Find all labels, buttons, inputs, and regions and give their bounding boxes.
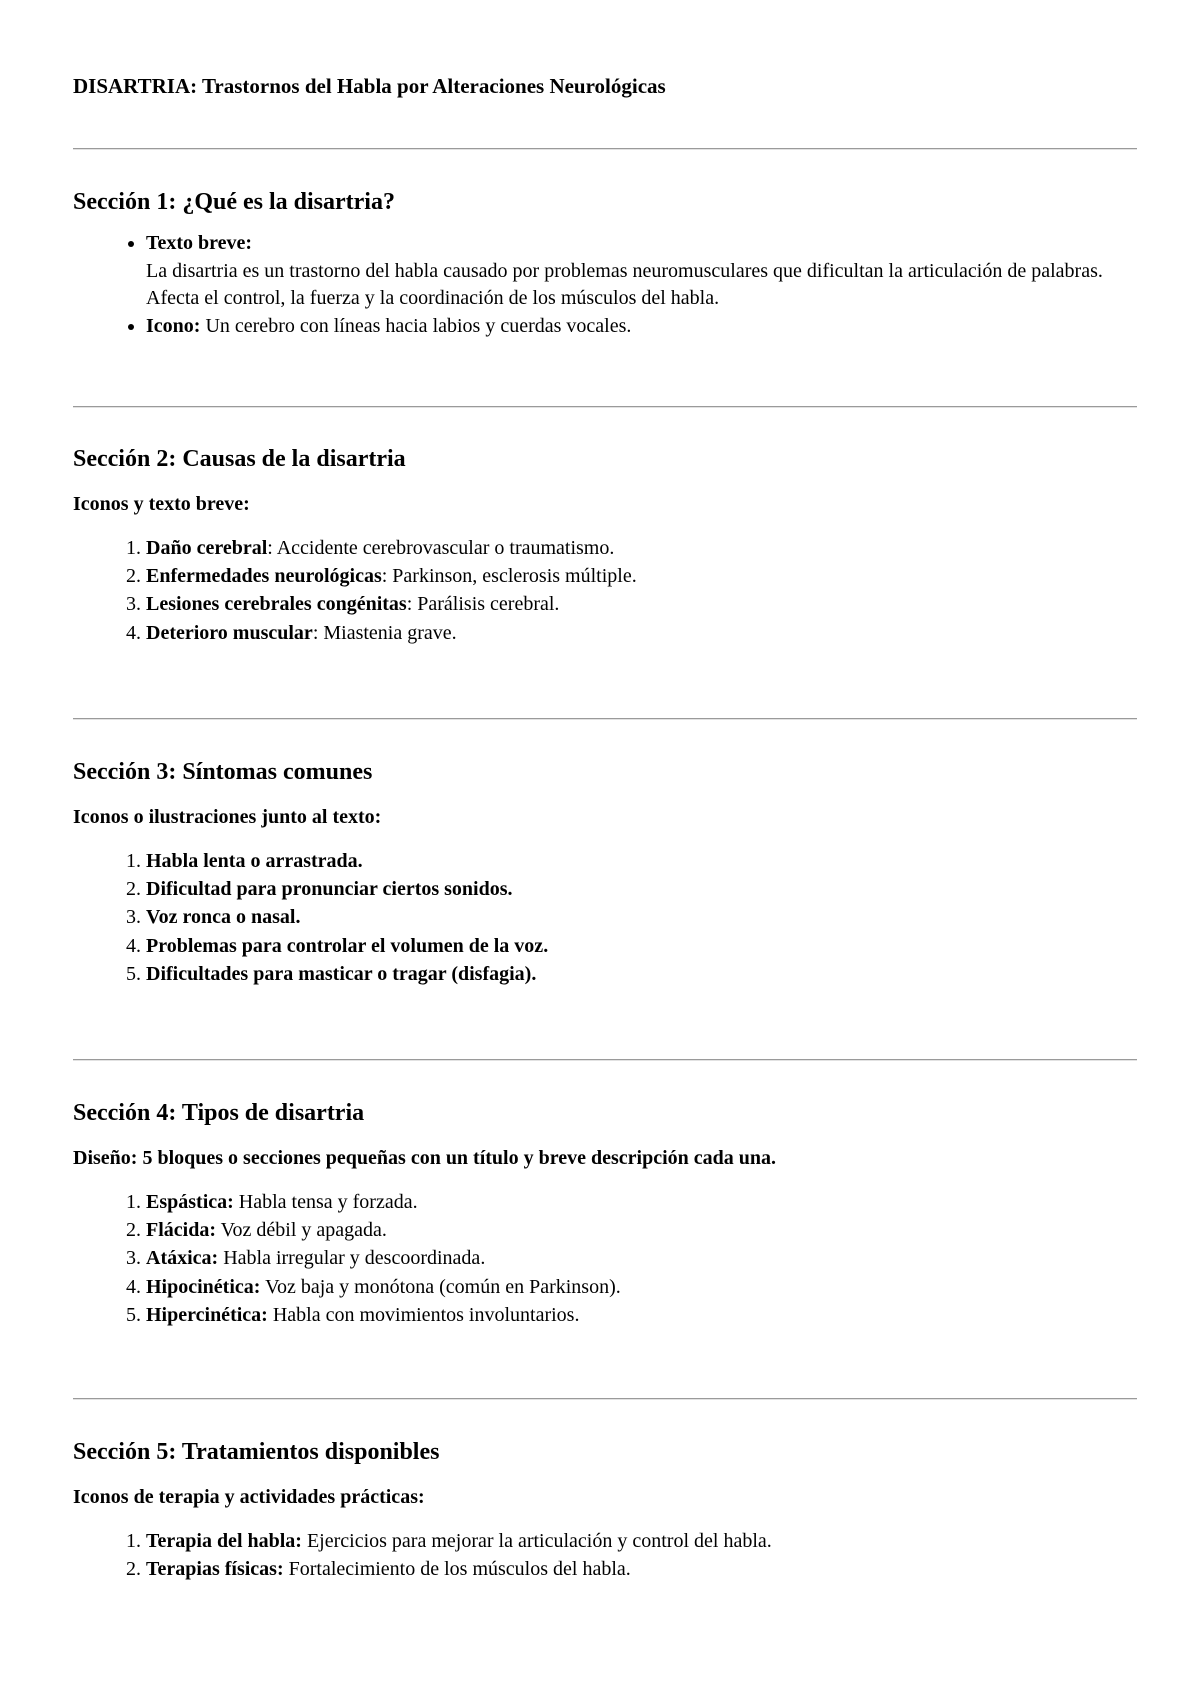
list-item	[146, 1555, 1137, 1583]
item-label: Texto breve:	[146, 232, 253, 254]
list-item	[146, 1244, 1137, 1272]
numbered-list	[73, 1527, 1137, 1583]
divider	[73, 718, 1137, 720]
item-label: Enfermedades neurológicas	[146, 565, 382, 588]
divider	[73, 406, 1137, 408]
bullet-list	[73, 230, 1137, 340]
section-2	[73, 444, 1137, 647]
section-subheading: Iconos de terapia y actividades prácticas:	[73, 1486, 425, 1508]
divider	[73, 1059, 1137, 1061]
divider	[73, 148, 1137, 150]
item-text: Habla irregular y descoordinada.	[218, 1247, 486, 1270]
list-item	[146, 847, 1137, 875]
list-item	[146, 230, 1137, 313]
list-item	[146, 562, 1137, 590]
section-heading: Sección 2: Causas de la disartria	[73, 446, 406, 472]
item-text: : Miastenia grave.	[312, 621, 457, 644]
list-item	[146, 960, 1137, 988]
item-text: Ejercicios para mejorar la articulación y control del habla.	[301, 1530, 772, 1552]
item-text: Habla con movimientos involuntarios.	[267, 1303, 580, 1326]
item-label: Problemas para controlar el volumen de la voz.	[146, 934, 549, 957]
list-item	[146, 1273, 1137, 1301]
item-label: Voz ronca o nasal.	[146, 906, 301, 929]
item-label: Dificultad para pronunciar ciertos sonidos.	[146, 878, 513, 901]
item-text: : Parkinson, esclerosis múltiple.	[381, 565, 637, 588]
numbered-list	[73, 847, 1137, 988]
section-1	[73, 187, 1137, 340]
item-label: Dificultades para masticar o tragar (disfagia).	[146, 962, 537, 985]
item-label: Deterioro muscular	[146, 621, 313, 644]
divider	[73, 1398, 1137, 1400]
section-heading: Sección 3: Síntomas comunes	[73, 759, 373, 785]
list-item	[146, 1527, 1137, 1555]
item-label: Hipercinética:	[146, 1303, 268, 1326]
item-label: Espástica:	[146, 1191, 234, 1213]
item-text: La disartria es un trastorno del habla causado por problemas neuromusculares que dificultan la articulación de palabras. Afecta el control, la fuerza y la coordinación de los músculos del habla.	[146, 259, 1103, 309]
list-item	[146, 1216, 1137, 1244]
section-heading: Sección 4: Tipos de disartria	[73, 1100, 365, 1126]
section-heading: Sección 5: Tratamientos disponibles	[73, 1439, 440, 1465]
item-text: : Parálisis cerebral.	[406, 593, 560, 616]
section-heading: Sección 1: ¿Qué es la disartria?	[73, 189, 395, 215]
list-item	[146, 590, 1137, 618]
section-subheading: Diseño: 5 bloques o secciones pequeñas con un título y breve descripción cada una.	[73, 1147, 777, 1169]
list-item	[146, 875, 1137, 903]
section-5	[73, 1437, 1137, 1583]
item-label: Atáxica:	[146, 1247, 219, 1270]
item-text: Habla tensa y forzada.	[233, 1191, 418, 1213]
list-item	[146, 1188, 1137, 1216]
list-item	[146, 903, 1137, 931]
section-3	[73, 757, 1137, 988]
list-item	[146, 932, 1137, 960]
item-label: Terapia del habla:	[146, 1530, 302, 1552]
item-text: Voz baja y monótona (común en Parkinson).	[260, 1275, 621, 1298]
list-item	[146, 534, 1137, 562]
numbered-list	[73, 534, 1137, 647]
item-label: Lesiones cerebrales congénitas	[146, 593, 407, 616]
item-label: Terapias físicas:	[146, 1558, 284, 1581]
list-item	[146, 619, 1137, 647]
item-text: : Accidente cerebrovascular o traumatismo.	[267, 537, 615, 559]
section-4	[73, 1098, 1137, 1329]
item-label: Flácida:	[146, 1219, 216, 1242]
section-subheading: Iconos o ilustraciones junto al texto:	[73, 806, 382, 828]
item-text: Un cerebro con líneas hacia labios y cuerdas vocales.	[200, 314, 632, 337]
item-text: Fortalecimiento de los músculos del habla.	[283, 1558, 631, 1581]
list-item	[146, 313, 1137, 341]
item-text: Voz débil y apagada.	[216, 1219, 387, 1242]
numbered-list	[73, 1188, 1137, 1329]
item-label: Icono:	[146, 314, 201, 337]
item-label: Hipocinética:	[146, 1275, 261, 1298]
item-label: Habla lenta o arrastrada.	[146, 850, 363, 872]
item-label: Daño cerebral	[146, 537, 268, 559]
document-title: DISARTRIA: Trastornos del Habla por Alteraciones Neurológicas	[73, 74, 666, 98]
list-item	[146, 1301, 1137, 1329]
section-subheading: Iconos y texto breve:	[73, 493, 250, 515]
